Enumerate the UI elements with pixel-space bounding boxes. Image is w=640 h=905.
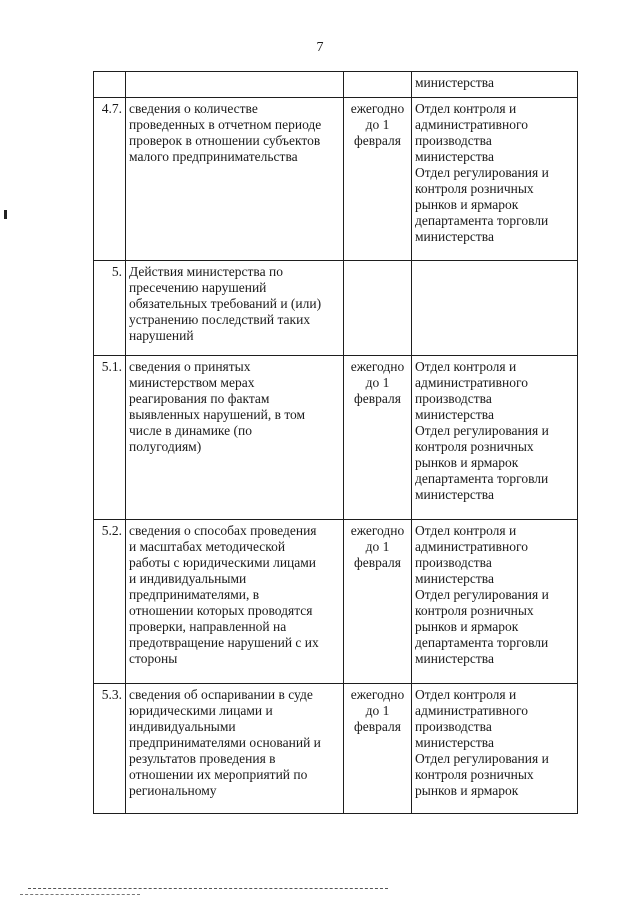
row-responsible [412, 261, 578, 356]
table-row [94, 684, 578, 814]
row-description: сведения о принятых министерством мерах реагирования по фактам выявленных нарушений, в том числе в динамике (по полугодиям) [126, 356, 344, 520]
table-row [94, 520, 578, 684]
scan-artifact-line [20, 894, 140, 895]
row-number: 5. [94, 261, 126, 356]
row-description: сведения об оспаривании в суде юридическими лицами и индивидуальными предпринимателями оснований и результатов проведения в отношении их мероприятий по региональному [126, 684, 344, 814]
table-row [94, 261, 578, 356]
row-responsible: Отдел контроля и административного производства министерства Отдел регулирования и контроля розничных рынков и ярмарок департамента торговли министерства [412, 520, 578, 684]
row-term [344, 72, 412, 98]
row-description [126, 72, 344, 98]
row-number: 4.7. [94, 98, 126, 261]
table-row [94, 72, 578, 98]
row-description: Действия министерства по пресечению нарушений обязательных требований и (или) устранению последствий таких нарушений [126, 261, 344, 356]
row-term: ежегодно до 1 февраля [344, 98, 412, 261]
row-responsible: Отдел контроля и административного производства министерства Отдел регулирования и контроля розничных рынков и ярмарок [412, 684, 578, 814]
row-number: 5.3. [94, 684, 126, 814]
row-description: сведения о количестве проведенных в отчетном периоде проверок в отношении субъектов малого предпринимательства [126, 98, 344, 261]
row-term: ежегодно до 1 февраля [344, 356, 412, 520]
row-description: сведения о способах проведения и масштабах методической работы с юридическими лицами и индивидуальными предпринимателями, в отношении которых проводятся проверки, направленной на предотвращение нарушений с их стороны [126, 520, 344, 684]
row-term [344, 261, 412, 356]
row-term: ежегодно до 1 февраля [344, 520, 412, 684]
scan-edge-mark [4, 210, 7, 219]
table-row [94, 356, 578, 520]
row-number [94, 72, 126, 98]
row-number: 5.2. [94, 520, 126, 684]
row-number: 5.1. [94, 356, 126, 520]
table-row [94, 98, 578, 261]
page-number: 7 [316, 40, 324, 55]
row-responsible: Отдел контроля и административного производства министерства Отдел регулирования и контроля розничных рынков и ярмарок департамента торговли министерства [412, 356, 578, 520]
reporting-table [93, 71, 578, 814]
row-responsible: Отдел контроля и административного производства министерства Отдел регулирования и контроля розничных рынков и ярмарок департамента торговли министерства [412, 98, 578, 261]
scan-artifact-line [28, 888, 388, 889]
row-responsible: министерства [412, 72, 578, 98]
row-term: ежегодно до 1 февраля [344, 684, 412, 814]
